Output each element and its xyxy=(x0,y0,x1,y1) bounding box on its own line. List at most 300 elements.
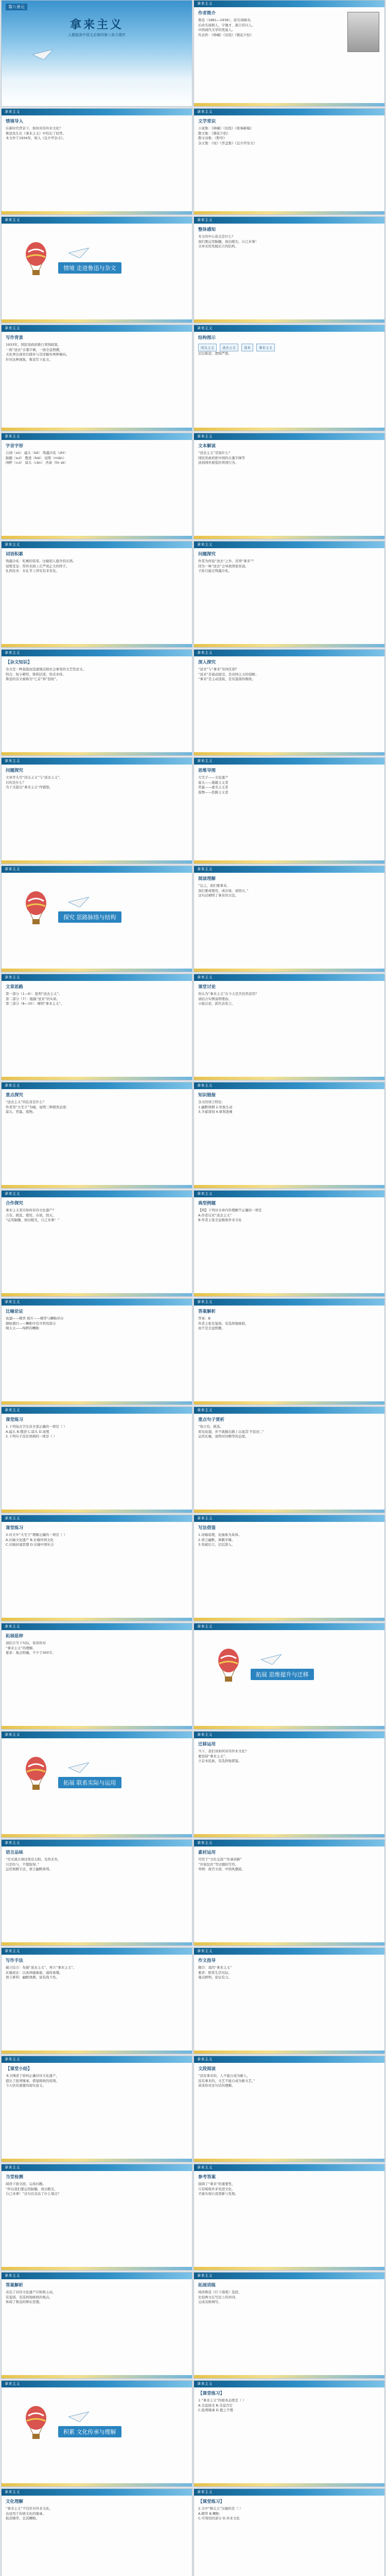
slide-text-line: “拿来主义”不仅针对外来文化， xyxy=(6,2506,53,2511)
slide-text-lines xyxy=(198,1425,380,1439)
slide-thumbnail[interactable] xyxy=(1,1190,192,1297)
slide-header-bar xyxy=(2,2381,192,2387)
slide-thumbnail[interactable] xyxy=(1,2488,192,2576)
slide-text-line: 散文集：《朝花夕拾》 xyxy=(198,131,230,135)
slide-body xyxy=(198,1741,380,1832)
slide-unit-tag: 拿来主义 xyxy=(5,218,20,222)
slide-heading: 文化理解 xyxy=(6,2499,24,2504)
slide-text-lines xyxy=(198,351,380,357)
slide-footer-bar xyxy=(2,2050,192,2054)
slide-text-line: 第三部分（8—10）：阐明“拿来主义”。 xyxy=(6,1002,64,1006)
slide-body xyxy=(6,1957,188,2048)
slide-thumbnail[interactable] xyxy=(194,1947,385,2054)
slide-footer-bar xyxy=(194,536,384,539)
slide-text-line: “送去主义”是指什么？ xyxy=(198,451,232,455)
slide-unit-tag: 拿来主义 xyxy=(197,1733,213,1737)
slide-text-line: 鲁迅先生在《拿来主义》中给出了回答。 xyxy=(6,131,66,135)
slide-body xyxy=(198,1092,380,1183)
slide-footer-bar xyxy=(194,211,384,214)
slide-text-line: 散文诗集：《野草》 xyxy=(198,136,227,140)
slide-text-line: C.可利用的部分 D.外来文化 xyxy=(198,2516,240,2520)
slide-text-line: 有鉴别、有选择地吸收的观点。 xyxy=(6,2295,52,2299)
slide-text-line: 1.设喻说理，化抽象为具体。 xyxy=(198,1533,242,1537)
slide-header-bar xyxy=(194,2489,384,2496)
slide-header-bar xyxy=(2,974,192,981)
slide-text-line: 没有拿来的，文艺不能自成为新文艺。” xyxy=(198,2078,255,2083)
slide-text-line: 比较两文在写法上的异同。 xyxy=(198,2295,238,2299)
slide-text-line: 你认为“拿来主义”在今天是否仍然适用？ xyxy=(198,992,259,996)
slide-heading: 重点探究 xyxy=(6,1093,24,1098)
slide-text-line: 杂文的语言特色： xyxy=(198,1100,225,1104)
slide-unit-tag: 拿来主义 xyxy=(197,1300,213,1304)
slide-text-line: 谈谈你对这句话的理解。 xyxy=(198,2083,235,2088)
slide-text-line: 【例】下列对文章内容理解不正确的一项是 xyxy=(198,1208,262,1212)
slide-header-bar xyxy=(194,1191,384,1197)
slide-footer-bar xyxy=(2,1726,192,1729)
slide-text-line: 杂文集：《坟》《华盖集》《且介亭杂文》 xyxy=(198,141,257,145)
slide-footer-bar xyxy=(194,1077,384,1080)
slide-heading: 【课堂练习】 xyxy=(198,2499,225,2504)
slide-thumbnail[interactable] xyxy=(194,866,385,972)
slide-text-line: 题目：我的“拿来主义” xyxy=(198,1965,232,1970)
slide-text-line: 小说集：《呐喊》《彷徨》《故事新编》 xyxy=(198,126,254,130)
slide-text-line: 可用于“文化交流”“传承创新” xyxy=(198,1857,242,1861)
slide-header-bar xyxy=(2,650,192,656)
slide-text-line: 本文阐述了如何正确对待文化遗产， xyxy=(6,2074,59,2078)
slide-header-bar xyxy=(194,866,384,873)
slide-thumbnail[interactable] xyxy=(194,2056,385,2162)
slide-text-line: 破立结合：先破“送去主义”，再立“拿来主义”。 xyxy=(6,1965,76,1970)
slide-text-line: 孱头——逃避主义者 xyxy=(198,780,229,785)
slide-thumbnail[interactable] xyxy=(194,2380,385,2487)
slide-text-lines xyxy=(198,667,380,682)
slide-body xyxy=(198,875,380,967)
slide-thumbnail[interactable] xyxy=(1,2272,192,2379)
slide-body xyxy=(198,1200,380,1291)
slide-thumbnail[interactable] xyxy=(1,1406,192,1513)
slide-footer-bar xyxy=(194,319,384,323)
slide-text-lines xyxy=(198,559,380,574)
slide-body xyxy=(198,2390,380,2481)
slide-body xyxy=(6,1092,188,1183)
slide-heading: 【杂文知识】 xyxy=(6,660,32,665)
slide-text-line: 体现了鲁迅的辩证思想。 xyxy=(6,2300,43,2304)
hot-air-balloon-icon xyxy=(24,1756,48,1794)
slide-heading: 【课堂练习】 xyxy=(198,2391,225,2396)
slide-text-line: 要求：联系生活实际， xyxy=(198,1970,232,1975)
slide-text-line: A.比喻文化遗产 B.比喻外国文化 xyxy=(6,1537,54,1542)
slide-thumbnail[interactable] xyxy=(1,325,192,431)
slide-heading: 问题探究 xyxy=(198,552,216,557)
slide-unit-tag: 拿来主义 xyxy=(5,1192,20,1196)
slide-heading: 词语积累 xyxy=(6,552,24,557)
slide-heading: 整体感知 xyxy=(198,227,216,232)
slide-unit-tag: 拿来主义 xyxy=(197,651,213,655)
slide-body xyxy=(198,1308,380,1399)
slide-unit-tag: 拿来主义 xyxy=(197,110,213,114)
slide-heading: 结构图示 xyxy=(198,335,216,341)
slide-thumbnail[interactable] xyxy=(1,0,192,107)
slide-text-line: “他占有，挑选。 xyxy=(198,1425,223,1429)
slide-heading: 问题探究 xyxy=(6,768,24,773)
slide-text-line: 烟枪烟灯——糟粕中有可利用部分 xyxy=(6,1321,56,1326)
slide-unit-tag: 拿来主义 xyxy=(5,1733,20,1737)
slide-thumbnail[interactable] xyxy=(1,433,192,539)
slide-unit-tag: 拿来主义 xyxy=(5,759,20,763)
diagram-box: 闭关主义 xyxy=(198,344,217,351)
slide-body xyxy=(198,2065,380,2157)
slide-heading: 文段阅读 xyxy=(198,2066,216,2072)
slide-text-line: “送去主义”的危害是什么？ xyxy=(6,1100,46,1104)
slide-header-bar xyxy=(2,433,192,440)
slide-text-lines xyxy=(198,2290,380,2305)
slide-thumbnail[interactable] xyxy=(194,216,385,323)
slide-unit-tag: 拿来主义 xyxy=(5,1300,20,1304)
slide-body xyxy=(6,1200,188,1291)
slide-text-line: A.作者反对“送去主义” xyxy=(198,1213,232,1217)
slide-header-bar xyxy=(2,1948,192,1955)
slide-thumbnail[interactable] xyxy=(1,1731,192,1838)
slide-thumbnail[interactable] xyxy=(194,757,385,864)
slide-text-line: 而不是全盘照搬。 xyxy=(198,1326,225,1330)
slide-footer-bar xyxy=(2,1942,192,1945)
slide-footer-bar xyxy=(194,2050,384,2054)
slide-text-line: A.磕头 B.蹩进 C.孱头 D.冠冕 xyxy=(6,1429,49,1434)
slide-text-lines xyxy=(6,1533,188,1548)
slide-text-line: 只有吸收外来先进文化， xyxy=(198,2187,235,2191)
slide-thumbnail[interactable] xyxy=(1,2164,192,2270)
slide-text-lines xyxy=(198,2398,380,2413)
slide-header-bar xyxy=(194,1299,384,1306)
slide-header-bar xyxy=(2,2056,192,2063)
slide-footer-bar xyxy=(194,1293,384,1296)
slide-unit-tag: 拿来主义 xyxy=(197,1624,213,1629)
slide-thumbnail[interactable] xyxy=(194,0,385,107)
slide-footer-bar xyxy=(194,1834,384,1837)
slide-text-line: “没有拿来的，人不能自成为新人， xyxy=(198,2074,250,2078)
slide-thumbnail[interactable] xyxy=(194,433,385,539)
slide-heading: 写作背景 xyxy=(6,335,24,341)
slide-text-line: 拿来主义者应如何对待文化遗产？ xyxy=(6,1208,56,1212)
slide-text-line: 姨太太——纯粹的糟粕 xyxy=(6,1326,39,1330)
slide-text-line: 2.文中“姨太太”比喻的是（ ） xyxy=(198,2506,243,2511)
slide-thumbnail[interactable] xyxy=(194,2488,385,2576)
slide-text-line: “运用脑髓，放出眼光，自己来拿！” xyxy=(6,1218,60,1222)
slide-text-lines xyxy=(6,1965,188,1980)
slide-text-line: 答案：B xyxy=(198,1316,210,1320)
slide-text-line: 阅读鲁迅《灯下漫笔》选段， xyxy=(198,2290,242,2294)
slide-thumbnail[interactable] xyxy=(1,1947,192,2054)
slide-thumbnail[interactable] xyxy=(194,1515,385,1621)
slide-unit-tag: 拿来主义 xyxy=(5,1083,20,1088)
slide-text-line: 3.含蓄深刻 4.犀利泼辣 xyxy=(198,1110,233,1114)
slide-body xyxy=(6,1524,188,1616)
slide-thumbnail[interactable] xyxy=(1,216,192,323)
slide-unit-tag: 拿来主义 xyxy=(5,2490,20,2494)
slide-body xyxy=(198,2282,380,2373)
slide-body xyxy=(198,2498,380,2576)
slide-header-bar xyxy=(194,2381,384,2387)
slide-text-line: 3.先破后立，层层深入。 xyxy=(198,1543,235,1547)
slide-footer-bar xyxy=(194,1726,384,1729)
slide-text-line: 当下，我们该如何对待外来文化？ xyxy=(198,1749,249,1753)
slide-footer-bar xyxy=(2,752,192,755)
slide-unit-tag: 拿来主义 xyxy=(5,1949,20,1953)
slide-body xyxy=(198,118,380,209)
slide-heading: 语言品味 xyxy=(6,1850,24,1855)
slide-footer-bar xyxy=(2,1077,192,1080)
section-title: 探究 思路脉络与结构 xyxy=(58,911,121,923)
slide-text-lines xyxy=(6,2074,188,2089)
slide-thumbnail[interactable] xyxy=(1,108,192,215)
slide-text-lines xyxy=(6,775,188,790)
slide-text-line: 看见鱼翅，并不就抛在路上以显其‘平民化’。” xyxy=(198,1429,264,1434)
slide-thumbnail[interactable] xyxy=(1,541,192,648)
slide-footer-bar xyxy=(194,969,384,972)
hot-air-balloon-icon xyxy=(24,242,48,280)
slide-heading: 比喻论证 xyxy=(6,1309,24,1314)
slide-footer-bar xyxy=(2,1510,192,1513)
author-portrait xyxy=(347,12,379,52)
slide-heading: 阅读理解 xyxy=(198,876,216,882)
slide-body xyxy=(6,2174,188,2265)
slide-body xyxy=(6,2065,188,2157)
paper-plane-icon xyxy=(68,248,89,260)
diagram-row xyxy=(198,344,380,351)
slide-heading: 知识链接 xyxy=(198,1093,216,1098)
slide-text-lines xyxy=(198,1533,380,1548)
slide-body xyxy=(198,551,380,642)
slide-footer-bar xyxy=(194,1618,384,1621)
slide-thumbnail[interactable] xyxy=(1,757,192,864)
slide-text-line: 表达了对待文化遗产应积极主动， xyxy=(6,2290,56,2294)
paper-plane-icon xyxy=(68,1762,89,1775)
slide-text-line: 礼尚往来：在礼节上讲究有来有往。 xyxy=(6,569,59,573)
slide-text-line: 自己来拿！”这句话表达了什么观点？ xyxy=(6,2192,61,2196)
slide-thumbnail[interactable] xyxy=(194,1839,385,1946)
slide-heading: 写法借鉴 xyxy=(198,1526,216,1531)
slide-body xyxy=(6,334,188,426)
slide-unit-tag: 拿来主义 xyxy=(197,1516,213,1520)
slide-text-line: 要求：观点明确，不少于300字。 xyxy=(6,1651,56,1655)
slide-header-bar xyxy=(194,1,384,7)
slide-thumbnail[interactable] xyxy=(1,649,192,756)
slide-text-line: 杂文是一种直接而迅速地反映社会事变的文艺性论文。 xyxy=(6,667,86,671)
slide-unit-tag: 拿来主义 xyxy=(197,2057,213,2061)
slide-text-line: 运用讽刺手法，语言幽默犀利。 xyxy=(6,1867,52,1871)
slide-heading: 深入探究 xyxy=(198,660,216,665)
slide-unit-tag: 拿来主义 xyxy=(197,2274,213,2278)
slide-thumbnail[interactable] xyxy=(1,1082,192,1189)
slide-body xyxy=(198,1849,380,1940)
slide-text-line: 本文的中心论点是什么？ xyxy=(198,234,235,239)
slide-text-line: 第一部分（1—6）：批判“送去主义”。 xyxy=(6,992,62,996)
slide-heading: 当堂检测 xyxy=(6,2175,24,2180)
slide-text-line: 后改名周树人，字豫才，浙江绍兴人。 xyxy=(198,23,255,27)
slide-text-line: “尼采就自诩过他是太阳，光热无穷， xyxy=(6,1857,61,1861)
slide-thumbnail[interactable] xyxy=(194,325,385,431)
slide-heading: 参考答案 xyxy=(198,2175,216,2180)
slide-header-bar xyxy=(194,758,384,765)
deck-subtitle: 人教版高中语文必修四第八单元课件 xyxy=(68,33,126,37)
slide-body xyxy=(198,767,380,858)
section-title: 拓展 联系实际与运用 xyxy=(58,1777,121,1788)
slide-text-lines xyxy=(6,1208,188,1223)
slide-header-bar xyxy=(194,1623,384,1630)
slide-text-line: 在新时代背景下，如何对待外来文化？ xyxy=(6,126,63,130)
slide-footer-bar xyxy=(194,1942,384,1945)
slide-header-bar xyxy=(2,1082,192,1089)
slide-header-bar xyxy=(2,325,192,332)
slide-text-line: 本文作于1934年，收入《且介亭杂文》。 xyxy=(6,136,66,140)
slide-thumbnail[interactable] xyxy=(194,974,385,1080)
slide-thumbnail[interactable] xyxy=(194,1731,385,1838)
slide-unit-tag: 拿来主义 xyxy=(197,2490,213,2494)
slide-heading: 文本解读 xyxy=(198,444,216,449)
slide-text-line: 强调了“拿来”的重要性， xyxy=(198,2182,235,2186)
slide-body xyxy=(198,334,380,426)
slide-footer-bar xyxy=(2,2159,192,2162)
slide-heading: 【课堂小结】 xyxy=(6,2066,32,2072)
slide-text-line: 提出了批判继承、借鉴吸收的原则。 xyxy=(6,2078,59,2083)
paper-plane-icon xyxy=(68,2412,89,2424)
slide-heading: 答案解析 xyxy=(198,1309,216,1314)
slide-footer-bar xyxy=(2,1834,192,1837)
slide-thumbnail[interactable] xyxy=(194,1623,385,1730)
slide-thumbnail[interactable] xyxy=(1,1839,192,1946)
slide-header-bar xyxy=(2,758,192,765)
slide-unit-tag: 拿来主义 xyxy=(197,975,213,979)
slide-text-line: 鲁迅的杂文被称为“匕首”和“投枪”。 xyxy=(6,677,60,681)
slide-text-lines xyxy=(198,234,380,249)
slide-text-line: 自诩（xǔ） 磕头（kē） 残羹冷炙（zhì） xyxy=(6,451,68,455)
slide-text-line: A.精华 B.糟粕 xyxy=(198,2511,219,2516)
slide-footer-bar xyxy=(2,1185,192,1188)
slide-header-bar xyxy=(2,541,192,548)
slide-thumbnail[interactable] xyxy=(1,866,192,972)
slide-footer-bar xyxy=(2,2375,192,2378)
diagram-box: 拿来主义 xyxy=(256,344,275,351)
slide-thumbnail[interactable] xyxy=(194,2164,385,2270)
slide-body xyxy=(6,1308,188,1399)
slide-text-lines xyxy=(6,667,188,682)
slide-text-line: “送来”是被动接受，是帝国主义的侵略； xyxy=(198,672,259,676)
slide-thumbnail[interactable] xyxy=(194,541,385,648)
slide-thumbnail[interactable] xyxy=(1,1298,192,1405)
slide-unit-tag: 拿来主义 xyxy=(197,1408,213,1412)
slide-text-line: 只是给与，不想取得。” xyxy=(6,1862,40,1867)
slide-unit-tag: 拿来主义 xyxy=(197,543,213,547)
slide-footer-bar xyxy=(2,428,192,431)
slide-text-line: 子孙只能讨残羹冷炙。 xyxy=(198,569,232,573)
slide-text-line: 作者主张有鉴别、有选择地吸收， xyxy=(198,1321,249,1326)
slide-text-line: 残羹冷炙：吃剩的饭菜，比喻别人施舍的东西。 xyxy=(6,559,76,563)
slide-body xyxy=(6,118,188,209)
deck-title: 拿来主义 xyxy=(69,19,124,31)
slide-text-line: 要坚持“拿来主义”， xyxy=(198,1754,229,1758)
slide-header-bar xyxy=(194,109,384,115)
slide-heading: 合作探究 xyxy=(6,1201,24,1206)
slide-text-line: 观点鲜明，论证有力。 xyxy=(198,1975,232,1979)
slide-footer-bar xyxy=(2,860,192,863)
slide-text-line: 1.“拿来主义”的根本态度是（ ） xyxy=(198,2398,247,2402)
slide-heading: 课堂讨论 xyxy=(198,985,216,990)
slide-header-bar xyxy=(2,866,192,873)
slide-footer-bar xyxy=(2,211,192,214)
slide-text-lines xyxy=(198,2182,380,2197)
slide-text-line: 阅读下面文段，完成问题。 xyxy=(6,2182,46,2186)
diagram-box: 送去主义 xyxy=(220,344,238,351)
slide-text-line: 1.下列加点字注音全部正确的一项是（ ） xyxy=(6,1425,67,1429)
slide-text-line: “总之，我们要拿来。 xyxy=(198,884,230,888)
slide-header-bar xyxy=(194,217,384,224)
slide-text-line: 作者用“大宅子”为喻，说明三种错误态度： xyxy=(6,1105,69,1109)
slide-heading: 课堂练习 xyxy=(6,1526,24,1531)
slide-thumbnail[interactable] xyxy=(194,649,385,756)
slide-footer-bar xyxy=(194,752,384,755)
slide-header-bar xyxy=(2,1515,192,1522)
slide-body xyxy=(6,2282,188,2373)
slide-text-line: 文章采用先破后立的结构。 xyxy=(198,244,238,248)
slide-header-bar xyxy=(2,109,192,115)
slide-thumbnail[interactable] xyxy=(194,2272,385,2379)
slide-text-lines xyxy=(6,992,188,1007)
slide-thumbnail[interactable] xyxy=(1,1623,192,1730)
hot-air-balloon-icon xyxy=(24,2405,48,2444)
slide-text-line: 鱼翅——精华 鸦片——精华与糟粕并存 xyxy=(6,1316,64,1320)
slide-thumbnail[interactable] xyxy=(1,1515,192,1621)
slide-footer-bar xyxy=(2,536,192,539)
slide-text-line: 一面“送去”古董字画，一面全盘照搬， xyxy=(6,347,63,352)
slide-thumbnail[interactable] xyxy=(194,108,385,215)
slide-text-lines xyxy=(198,884,380,899)
slide-text-line: 针对这种现象，鲁迅写下此文。 xyxy=(6,357,52,362)
slide-thumbnail[interactable] xyxy=(194,1082,385,1189)
slide-footer-bar xyxy=(2,1401,192,1404)
slide-header-bar xyxy=(194,1948,384,1955)
slide-thumbnail[interactable] xyxy=(194,1406,385,1513)
slide-heading: 文学常识 xyxy=(198,119,216,124)
slide-text-line: 国民党政府把中国的古董字画等 xyxy=(198,455,245,460)
slide-text-lines xyxy=(198,1857,380,1872)
slide-thumbnail[interactable] xyxy=(1,974,192,1080)
slide-thumbnail[interactable] xyxy=(194,1298,385,1405)
slide-unit-tag: 拿来主义 xyxy=(5,2274,20,2278)
slide-header-bar xyxy=(194,974,384,981)
slide-thumbnail[interactable] xyxy=(1,2380,192,2487)
slide-text-line: 小组讨论，派代表发言。 xyxy=(198,1002,235,1006)
slide-text-line: 层层推进，逻辑严密。 xyxy=(198,351,232,355)
slide-text-line: 冠冕堂皇：形容表面上庄严或正大的样子。 xyxy=(6,564,69,568)
slide-thumbnail[interactable] xyxy=(194,1190,385,1297)
slide-footer-bar xyxy=(194,860,384,863)
slide-text-line: 3.对文中“大宅子”理解正确的一项是（ ） xyxy=(6,1533,67,1537)
slide-text-line: 大宅子——文化遗产 xyxy=(198,775,229,779)
slide-text-line: “拿来主义”的理解。 xyxy=(6,1646,36,1650)
slide-header-bar xyxy=(2,1732,192,1738)
slide-thumbnail[interactable] xyxy=(1,2056,192,2162)
slide-text-line: 我们要或使用，或存放，或毁灭。” xyxy=(198,888,249,893)
slide-unit-tag: 拿来主义 xyxy=(197,326,213,330)
slide-text-line: “所以我们要运用脑髓，放出眼光， xyxy=(6,2187,58,2191)
slide-text-line: 目的是什么？ xyxy=(6,780,26,785)
slide-heading: 文章思路 xyxy=(6,985,24,990)
slide-text-line: 2.下列句子没有语病的一项是（ ） xyxy=(6,1434,57,1438)
slide-unit-tag: 拿来主义 xyxy=(5,2165,20,2170)
slide-header-bar xyxy=(194,1732,384,1738)
slide-text-line: 因为一味“送去”会导致国家贫弱， xyxy=(198,564,249,568)
slide-header-bar xyxy=(194,1407,384,1414)
